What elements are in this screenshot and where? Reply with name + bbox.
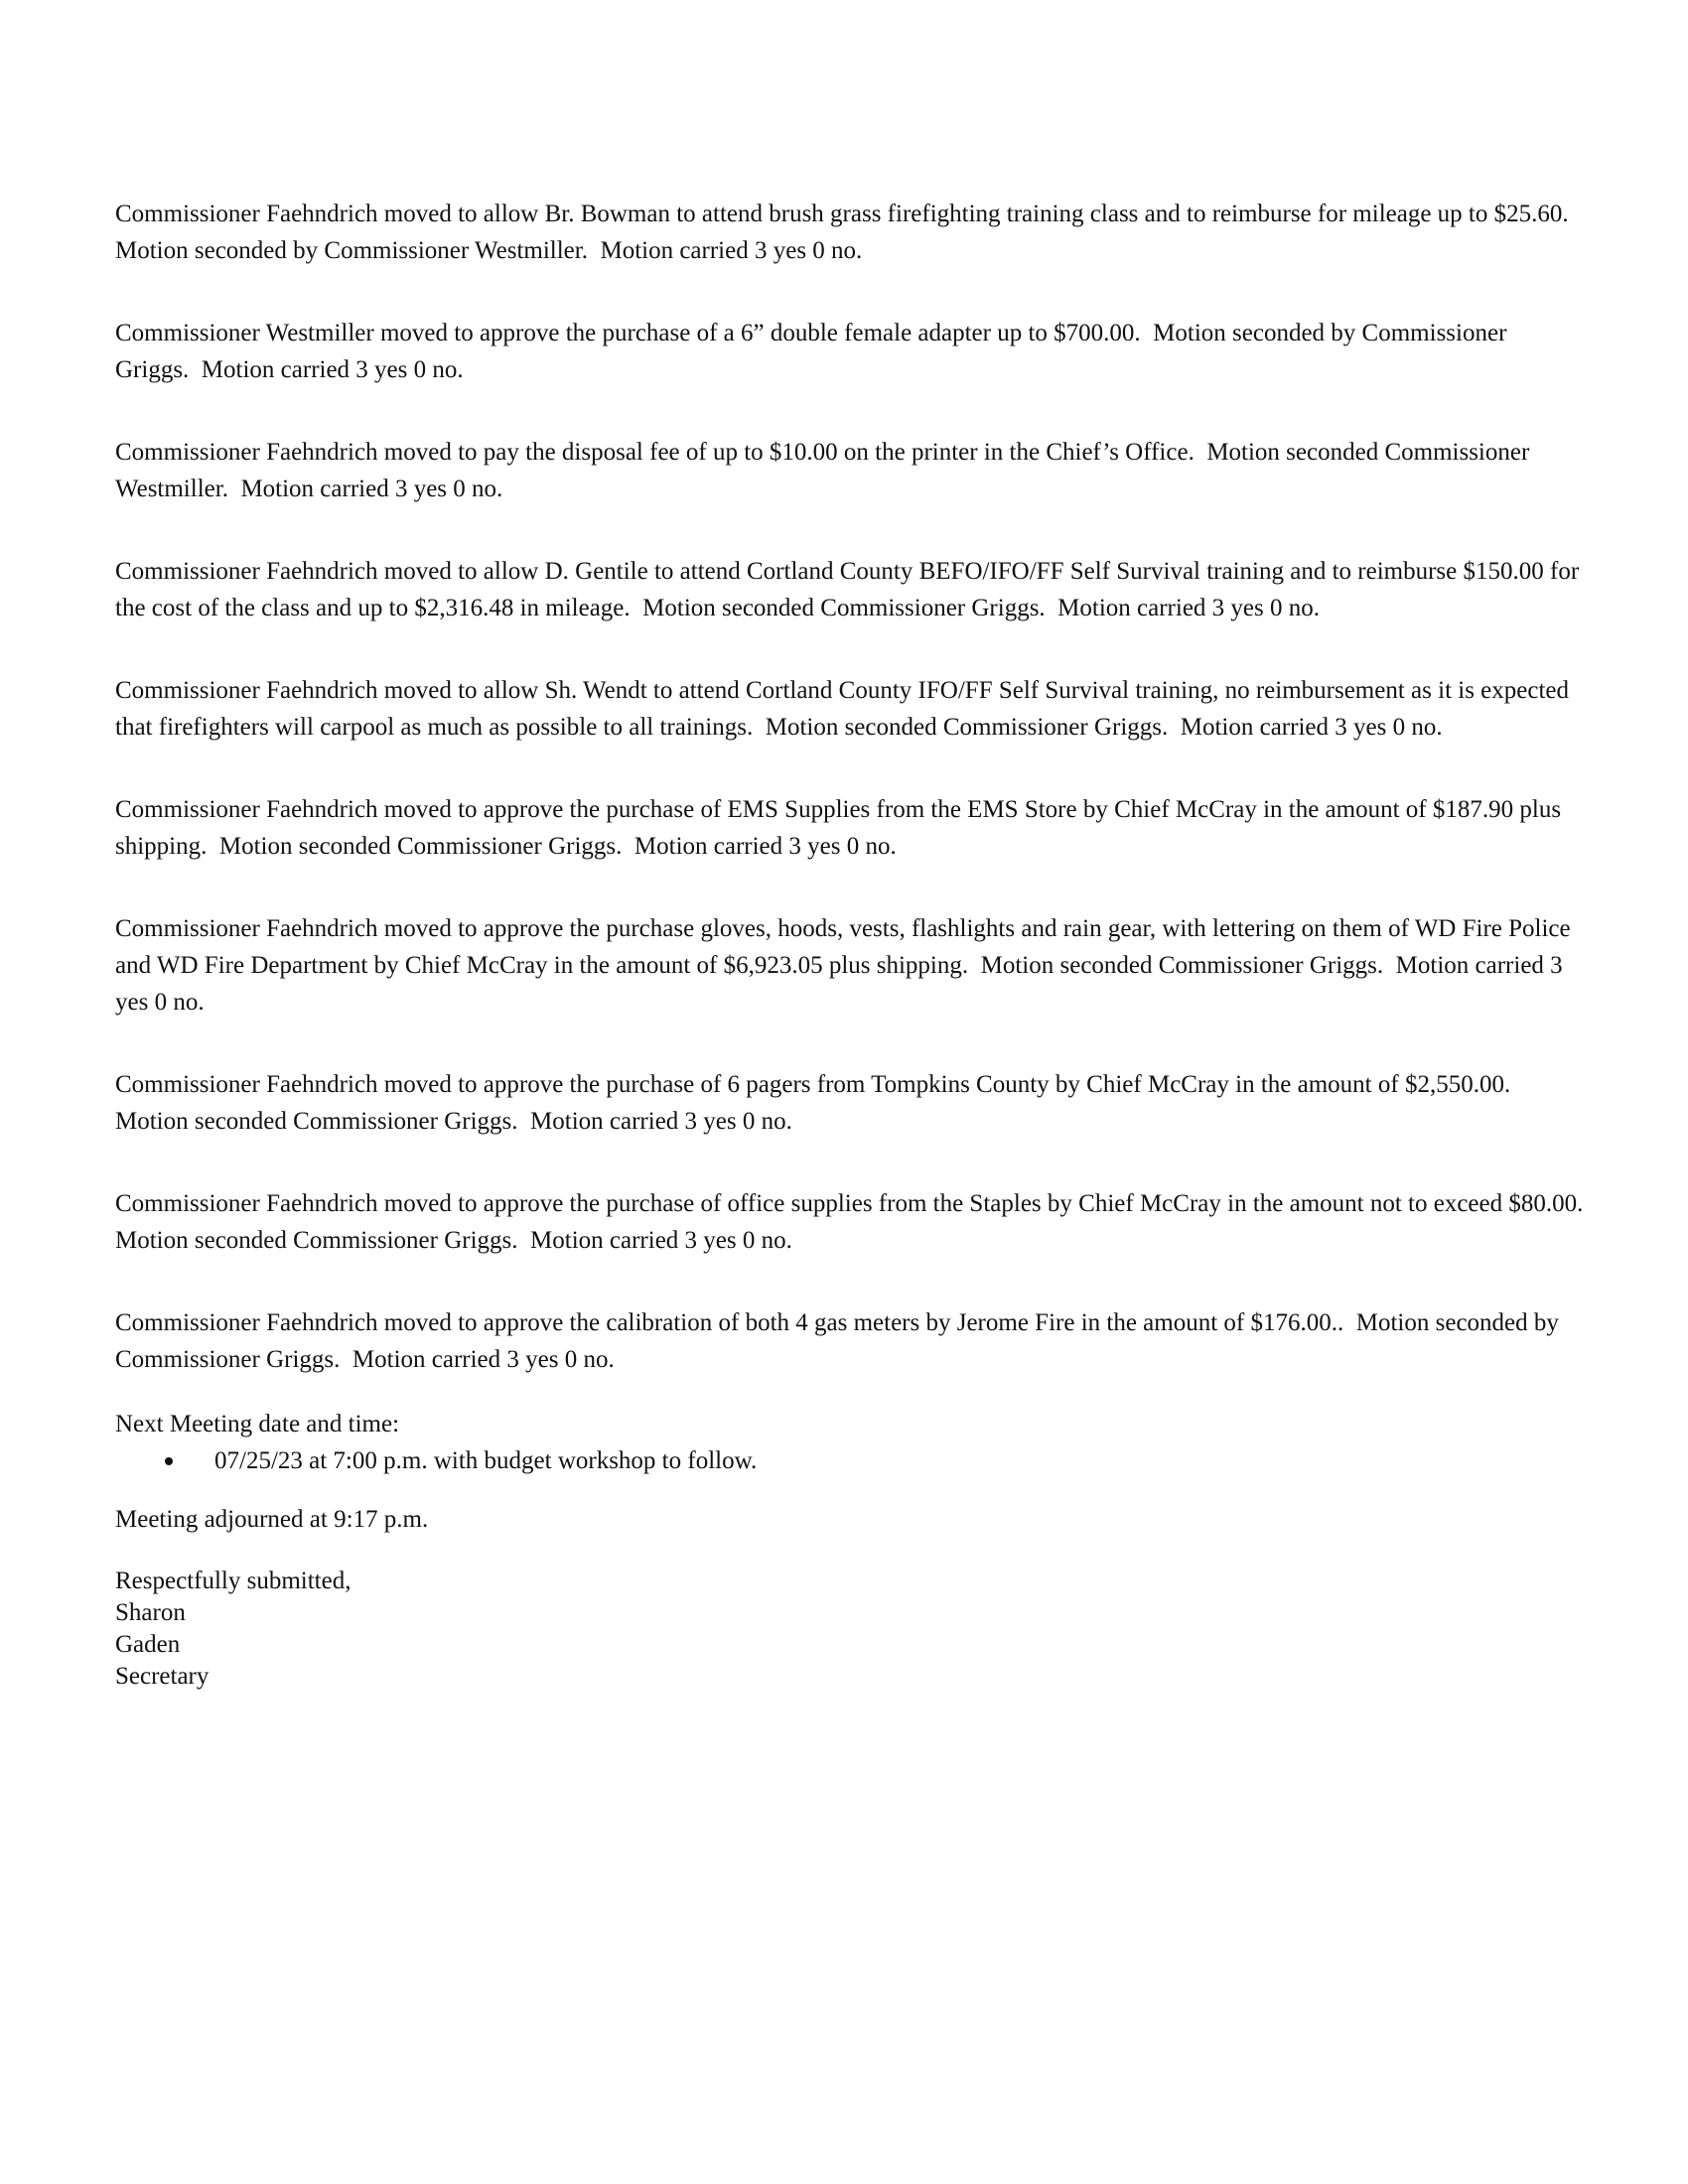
next-meeting-heading: Next Meeting date and time: xyxy=(115,1411,400,1437)
bullet-icon xyxy=(165,1457,173,1465)
motion-paragraph-10: Commissioner Faehndrich moved to approve the calibration of both 4 gas meters by Jerome Fire in the amount of $176.00.. Motion seconded by Commissioner Griggs. Motion carried 3 yes 0 no. xyxy=(115,1309,1566,1373)
minutes-body xyxy=(115,196,1596,1693)
motion-paragraph-7: Commissioner Faehndrich moved to approve the purchase gloves, hoods, vests, flashlights and rain gear, with lettering on them of WD Fire Police and WD Fire Department by Chief McCray in the amount of $6,923.05 plus shipping. Motion seconded Commissioner Griggs. Motion carried 3 yes 0 no. xyxy=(115,915,1577,1016)
next-meeting-list xyxy=(115,1442,1585,1479)
next-meeting-item-text: 07/25/23 at 7:00 p.m. with budget workshop to follow. xyxy=(214,1447,758,1474)
next-meeting-item xyxy=(115,1442,1585,1479)
motion-paragraph-9: Commissioner Faehndrich moved to approve the purchase of office supplies from the Staples by Chief McCray in the amount not to exceed $80.00. Motion seconded Commissioner Griggs. Motion carried 3 yes 0 no. xyxy=(115,1190,1596,1254)
signature-last-name: Gaden xyxy=(115,1631,181,1658)
meeting-adjourned: Meeting adjourned at 9:17 p.m. xyxy=(115,1506,429,1533)
motion-paragraph-3: Commissioner Faehndrich moved to pay the disposal fee of up to $10.00 on the printer in the Chief’s Office. Motion seconded Commissioner Westmiller. Motion carried 3 yes 0 no. xyxy=(115,439,1536,502)
signature-block xyxy=(115,1566,1585,1693)
motion-paragraph-4: Commissioner Faehndrich moved to allow D. Gentile to attend Cortland County BEFO/IFO/FF Self Survival training and to reimburse $150.00 for the cost of the class and up to $2,316.48 in mileage. Motion seconded Commissioner Griggs. Motion carried 3 yes 0 no. xyxy=(115,558,1586,621)
motion-paragraph-2: Commissioner Westmiller moved to approve the purchase of a 6” double female adapter up to $700.00. Motion seconded by Commissioner Griggs. Motion carried 3 yes 0 no. xyxy=(115,320,1513,383)
signature-first-name: Sharon xyxy=(115,1599,186,1626)
signature-title: Secretary xyxy=(115,1663,210,1690)
motion-paragraph-5: Commissioner Faehndrich moved to allow Sh. Wendt to attend Cortland County IFO/FF Self Survival training, no reimbursement as it is expected that firefighters will carpool as much as possible to all trainings. Motion seconded Commissioner Griggs. Motion carried 3 yes 0 no. xyxy=(115,677,1576,741)
motion-paragraph-6: Commissioner Faehndrich moved to approve the purchase of EMS Supplies from the EMS Store by Chief McCray in the amount of $187.90 plus shipping. Motion seconded Commissioner Griggs. Motion carried 3 yes 0 no. xyxy=(115,796,1568,860)
motion-paragraph-1: Commissioner Faehndrich moved to allow Br. Bowman to attend brush grass firefighting training class and to reimburse for mileage up to $25.60. Motion seconded by Commissioner Westmiller. Motion carried 3 yes 0 no. xyxy=(115,201,1575,264)
signature-closing: Respectfully submitted, xyxy=(115,1568,352,1594)
motion-paragraph-8: Commissioner Faehndrich moved to approve the purchase of 6 pagers from Tompkins County by Chief McCray in the amount of $2,550.00. Motion seconded Commissioner Griggs. Motion carried 3 yes 0 no. xyxy=(115,1071,1523,1135)
